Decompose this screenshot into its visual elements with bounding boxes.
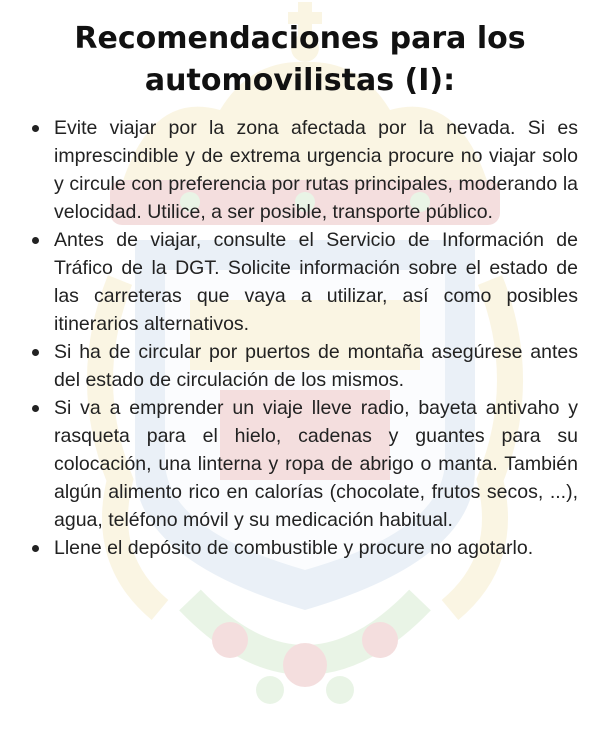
bullet-icon <box>32 125 39 132</box>
list-item <box>54 114 578 226</box>
list-item-text: Antes de viajar, consulte el Servicio de Información de Tráfico de la DGT. Solicite información sobre el estado de las carreteras que vaya a utilizar, así como posibles itinerarios alternativos. <box>54 229 578 335</box>
list-item-text: Evite viajar por la zona afectada por la nevada. Si es imprescindible y de extrema urgencia procure no viajar solo y circule con preferencia por rutas principales, moderando la velocidad. Utilice, a ser posible, transporte público. <box>54 117 578 223</box>
bullet-icon <box>32 405 39 412</box>
list-item <box>54 534 578 562</box>
recommendation-list <box>0 114 600 562</box>
title-line-1: Recomendaciones para los <box>74 21 526 56</box>
bullet-icon <box>32 237 39 244</box>
list-item-text: Llene el depósito de combustible y procure no agotarlo. <box>54 537 534 559</box>
list-item <box>54 394 578 534</box>
page-title <box>0 18 600 102</box>
list-item <box>54 338 578 394</box>
bullet-icon <box>32 349 39 356</box>
bullet-icon <box>32 545 39 552</box>
list-item-text: Si ha de circular por puertos de montaña asegúrese antes del estado de circulación de los mismos. <box>54 341 578 391</box>
list-item <box>54 226 578 338</box>
list-item-text: Si va a emprender un viaje lleve radio, bayeta antivaho y rasqueta para el hielo, cadenas y guantes para su colocación, una linterna y ropa de abrigo o manta. También algún alimento rico en calorías (chocolate, frutos secos, ...), agua, teléfono móvil y su medicación habitual. <box>54 397 578 531</box>
title-line-2: automovilistas (I): <box>144 63 456 98</box>
